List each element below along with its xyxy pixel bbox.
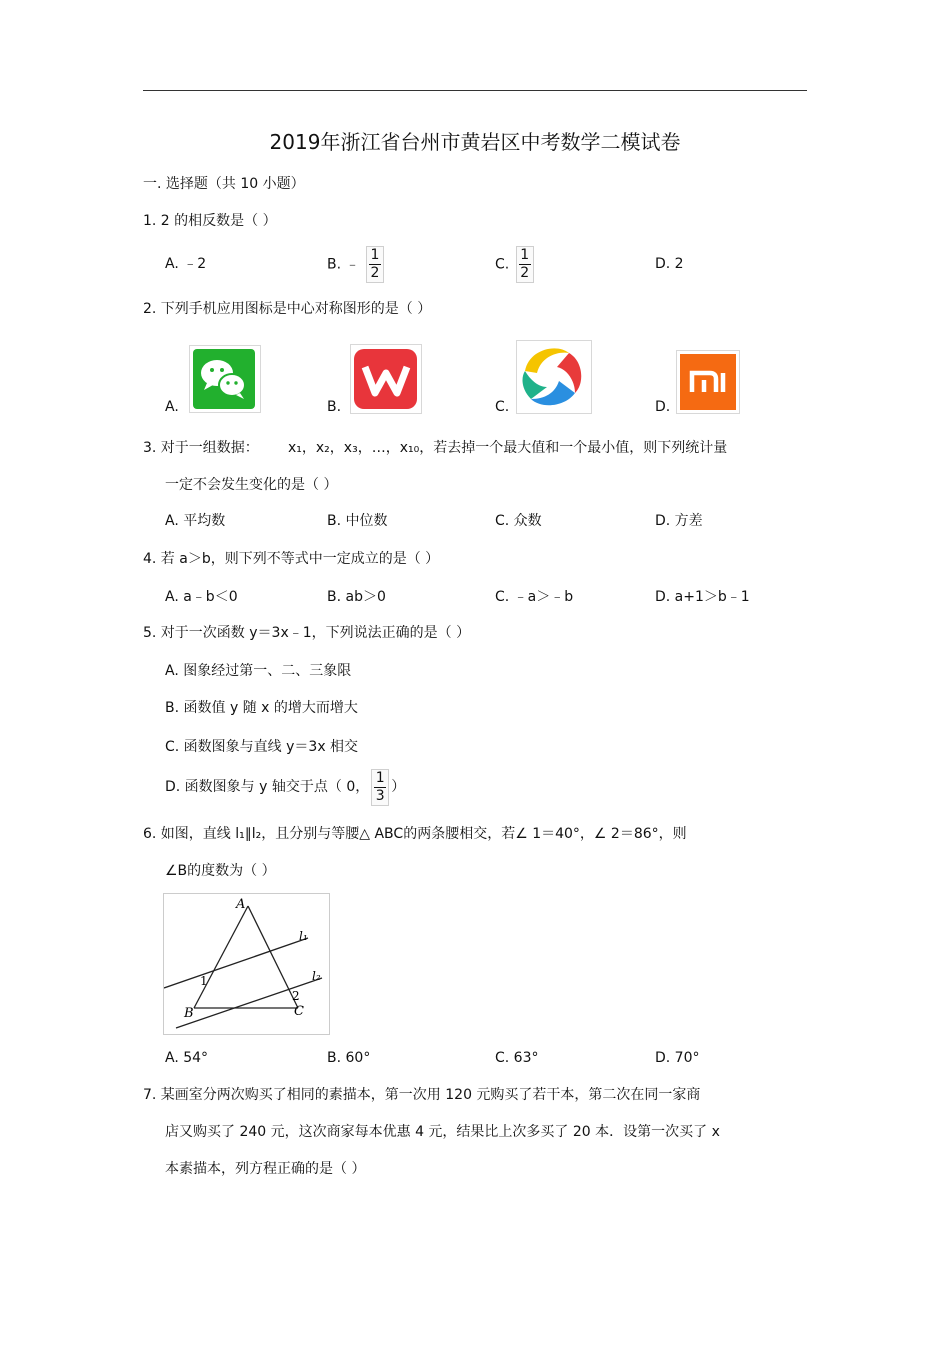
fraction-denominator: 2 bbox=[520, 265, 530, 281]
wps-icon bbox=[350, 344, 422, 414]
q7-line3: 本素描本，列方程正确的是（ ） bbox=[165, 1161, 366, 1177]
q1-stem: 1. 2 的相反数是（ ） bbox=[143, 213, 277, 229]
q5-option-d-suffix: ） bbox=[391, 779, 406, 795]
q2-stem: 2. 下列手机应用图标是中心对称图形的是（ ） bbox=[143, 301, 432, 317]
q3-option-b: B. 中位数 bbox=[327, 513, 388, 529]
q6-stem-line1: 6. 如图，直线 l₁∥l₂，且分别与等腰△ ABC的两条腰相交，若∠ 1＝40°，∠ 2＝86°，则 bbox=[143, 826, 687, 842]
label-l1: l₁ bbox=[299, 929, 308, 943]
triangle-figure bbox=[163, 893, 330, 1035]
q6-stem-line2: ∠B的度数为（ ） bbox=[165, 863, 276, 879]
q5-option-a: A. 图象经过第一、二、三象限 bbox=[165, 663, 352, 679]
qq-game-icon bbox=[516, 340, 592, 414]
q5-option-c: C. 函数图象与直线 y＝3x 相交 bbox=[165, 739, 359, 755]
q1-option-b bbox=[327, 246, 386, 283]
q6-option-d: D. 70° bbox=[655, 1050, 700, 1066]
q6-option-b: B. 60° bbox=[327, 1050, 371, 1066]
label-c: C bbox=[294, 1004, 304, 1019]
q6-option-a: A. 54° bbox=[165, 1050, 209, 1066]
q5-option-d bbox=[165, 768, 405, 806]
q5-stem: 5. 对于一次函数 y＝3x﹣1，下列说法正确的是（ ） bbox=[143, 625, 471, 641]
q4-stem: 4. 若 a＞b，则下列不等式中一定成立的是（ ） bbox=[143, 551, 440, 567]
q3-option-a: A. 平均数 bbox=[165, 513, 226, 529]
q3-stem-data: x₁，x₂，x₃，…，x₁₀，若去掉一个最大值和一个最小值，则下列统计量 bbox=[288, 440, 728, 456]
q7-line2: 店又购买了 240 元，这次商家每本优惠 4 元，结果比上次多买了 20 本．设第一次买了 x bbox=[165, 1124, 720, 1140]
q2-option-d: D. bbox=[655, 399, 671, 415]
label-angle-1: 1 bbox=[200, 974, 208, 988]
fraction-numerator: 1 bbox=[520, 247, 530, 263]
label-l2: l₂ bbox=[312, 969, 321, 983]
section-heading: 一. 选择题（共 10 小题） bbox=[143, 176, 305, 192]
page-title: 2019年浙江省台州市黄岩区中考数学二模试卷 bbox=[269, 130, 681, 154]
xiaomi-icon bbox=[676, 350, 740, 414]
q3-stem-line2: 一定不会发生变化的是（ ） bbox=[165, 477, 338, 493]
q4-option-d: D. a+1＞b﹣1 bbox=[655, 589, 750, 605]
q5-option-b: B. 函数值 y 随 x 的增大而增大 bbox=[165, 700, 358, 716]
fraction-numerator: 1 bbox=[370, 247, 380, 263]
q4-option-a: A. a﹣b＜0 bbox=[165, 589, 238, 605]
fraction bbox=[516, 246, 534, 283]
label-b: B bbox=[184, 1006, 194, 1021]
q2-option-b: B. bbox=[327, 399, 342, 415]
q3-option-c: C. 众数 bbox=[495, 513, 542, 529]
q1-option-d: D. 2 bbox=[655, 256, 684, 272]
label-a: A bbox=[236, 897, 246, 912]
fraction-numerator: 1 bbox=[375, 769, 385, 786]
q1-option-b-label: B. ﹣ bbox=[327, 256, 360, 273]
q1-option-c bbox=[495, 246, 536, 283]
q1-option-a: A. ﹣2 bbox=[165, 256, 207, 272]
header-rule bbox=[143, 90, 807, 91]
fraction bbox=[366, 246, 384, 283]
q3-stem-intro: 3. 对于一组数据： bbox=[143, 440, 259, 456]
q2-option-c: C. bbox=[495, 399, 510, 415]
q3-option-d: D. 方差 bbox=[655, 513, 703, 529]
q1-option-c-label: C. bbox=[495, 256, 510, 273]
fraction bbox=[371, 769, 389, 806]
q4-option-b: B. ab＞0 bbox=[327, 589, 386, 605]
q2-option-a: A. bbox=[165, 399, 179, 415]
wechat-icon bbox=[189, 345, 261, 413]
q7-line1: 7. 某画室分两次购买了相同的素描本，第一次用 120 元购买了若干本，第二次在同一家商 bbox=[143, 1087, 701, 1103]
fraction-denominator: 2 bbox=[370, 265, 380, 281]
label-angle-2: 2 bbox=[292, 989, 300, 1003]
q4-option-c: C. ﹣a＞﹣b bbox=[495, 589, 574, 605]
fraction-denominator: 3 bbox=[375, 787, 385, 804]
q5-option-d-label: D. 函数图象与 y 轴交于点（ 0， bbox=[165, 779, 370, 795]
q6-option-c: C. 63° bbox=[495, 1050, 539, 1066]
